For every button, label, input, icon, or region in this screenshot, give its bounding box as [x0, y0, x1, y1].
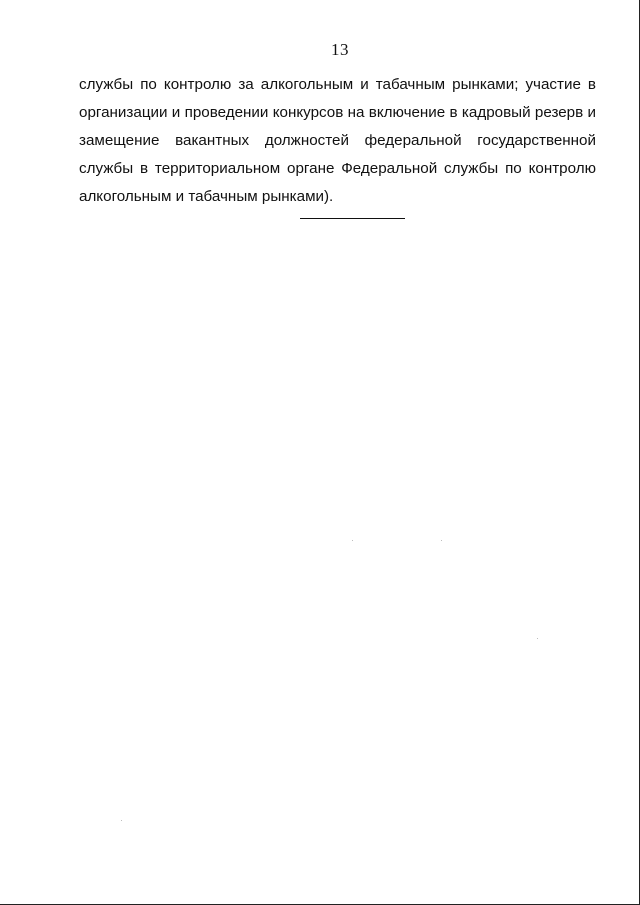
scan-speck — [537, 638, 538, 639]
closing-separator-line — [300, 218, 405, 219]
body-paragraph — [79, 71, 596, 211]
page-number: 13 — [331, 40, 349, 59]
text-line-2: организации и проведении конкурсов на включение в кадровый резерв и — [79, 104, 596, 121]
scan-speck — [441, 540, 442, 541]
text-line-1: службы по контролю за алкогольным и табачным рынками; участие в — [79, 76, 596, 93]
text-line-3: замещение вакантных должностей федеральной государственной — [79, 132, 596, 149]
text-line-4: службы в территориальном органе Федеральной службы по контролю — [79, 160, 596, 177]
text-line-5: алкогольным и табачным рынками). — [79, 188, 334, 205]
scan-speck — [352, 540, 353, 541]
scan-speck — [121, 820, 122, 821]
